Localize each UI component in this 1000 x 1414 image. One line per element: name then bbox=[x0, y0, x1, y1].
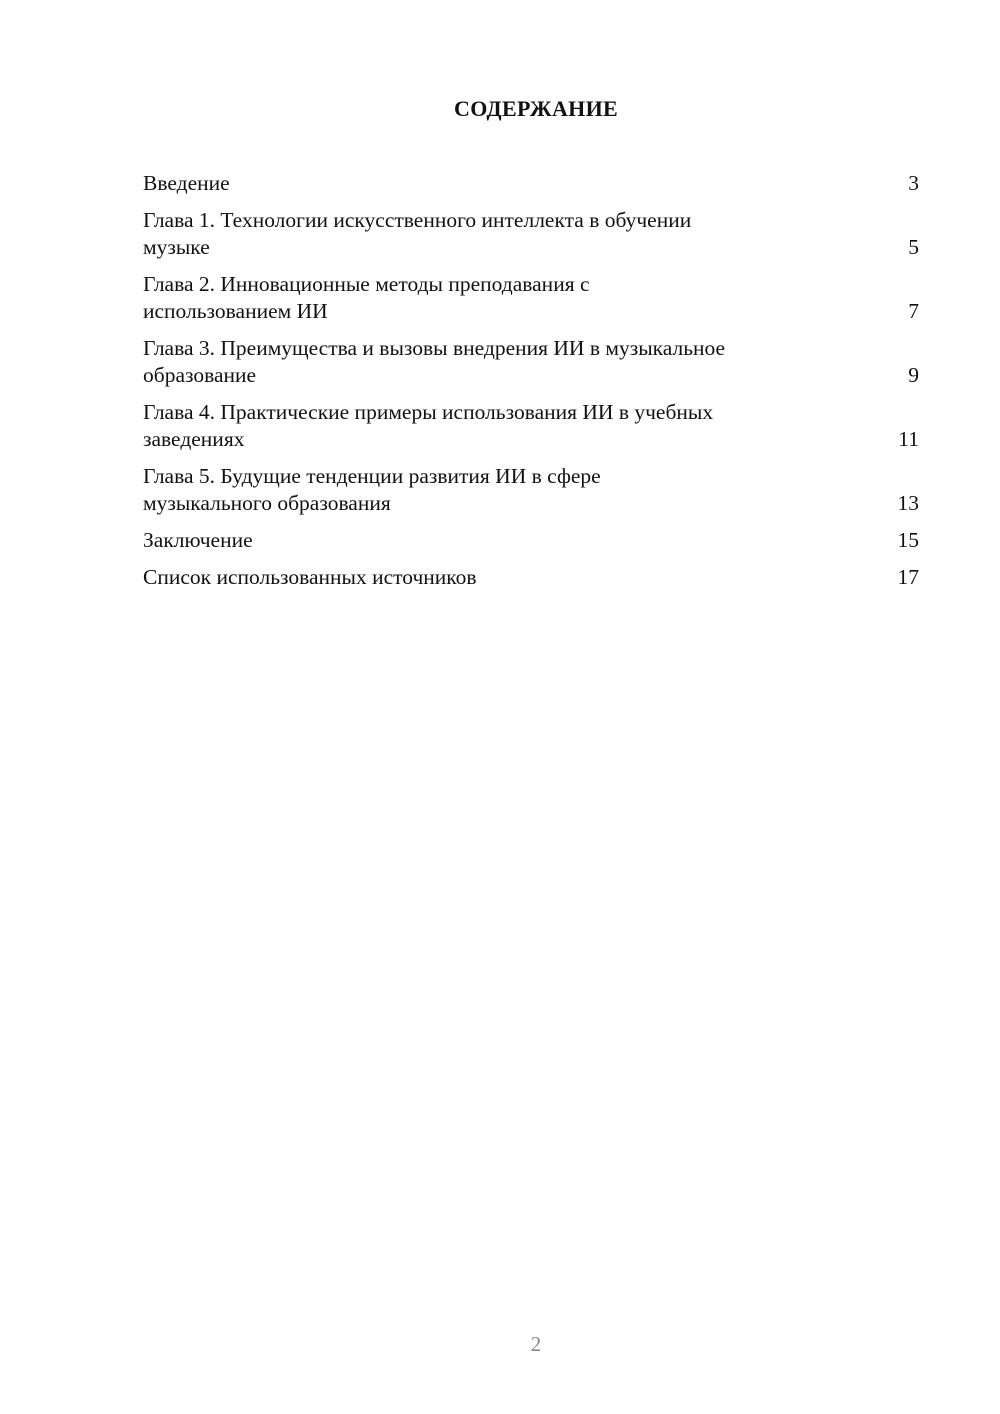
toc-entry-line: Глава 1. Технологии искусственного интеллекта в обучении bbox=[143, 208, 692, 232]
toc-entry-page: 13 bbox=[897, 491, 919, 515]
toc-entry-page: 15 bbox=[897, 528, 919, 552]
toc-entry-page: 9 bbox=[908, 363, 919, 387]
toc-entry-text bbox=[143, 463, 843, 517]
toc-entry-page: 17 bbox=[897, 565, 919, 589]
toc-entry-line: Введение bbox=[143, 171, 230, 195]
table-of-contents bbox=[143, 170, 919, 601]
toc-entry-line: Глава 2. Инновационные методы преподавания с bbox=[143, 272, 590, 296]
toc-entry-line: использованием ИИ bbox=[143, 299, 328, 323]
toc-entry-chapter-1 bbox=[143, 207, 919, 261]
toc-entry-line: Глава 3. Преимущества и вызовы внедрения ИИ в музыкальное bbox=[143, 336, 726, 360]
toc-entry-text bbox=[143, 399, 843, 453]
toc-entry-chapter-4 bbox=[143, 399, 919, 453]
toc-entry-text bbox=[143, 564, 843, 591]
toc-entry-chapter-5 bbox=[143, 463, 919, 517]
toc-entry-line: заведениях bbox=[143, 427, 245, 451]
toc-entry-references bbox=[143, 564, 919, 591]
page-title: СОДЕРЖАНИЕ bbox=[454, 96, 618, 121]
toc-entry-chapter-2 bbox=[143, 271, 919, 325]
toc-entry-page: 3 bbox=[908, 171, 919, 195]
toc-entry-line: Глава 4. Практические примеры использования ИИ в учебных bbox=[143, 400, 714, 424]
toc-entry-line: Список использованных источников bbox=[143, 565, 477, 589]
toc-entry-line: образование bbox=[143, 363, 257, 387]
toc-entry-text bbox=[143, 527, 843, 554]
toc-entry-chapter-3 bbox=[143, 335, 919, 389]
page-number: 2 bbox=[530, 1332, 542, 1356]
toc-entry-page: 7 bbox=[908, 299, 919, 323]
toc-entry-text bbox=[143, 207, 843, 261]
toc-entry-text bbox=[143, 170, 843, 197]
toc-entry-introduction bbox=[143, 170, 919, 197]
toc-entry-line: Заключение bbox=[143, 528, 253, 552]
toc-entry-line: музыке bbox=[143, 235, 210, 259]
toc-entry-text bbox=[143, 271, 843, 325]
toc-entry-line: музыкального образования bbox=[143, 491, 391, 515]
toc-entry-text bbox=[143, 335, 843, 389]
toc-entry-page: 5 bbox=[908, 235, 919, 259]
toc-entry-page: 11 bbox=[898, 427, 919, 451]
toc-entry-conclusion bbox=[143, 527, 919, 554]
toc-entry-line: Глава 5. Будущие тенденции развития ИИ в сфере bbox=[143, 464, 601, 488]
